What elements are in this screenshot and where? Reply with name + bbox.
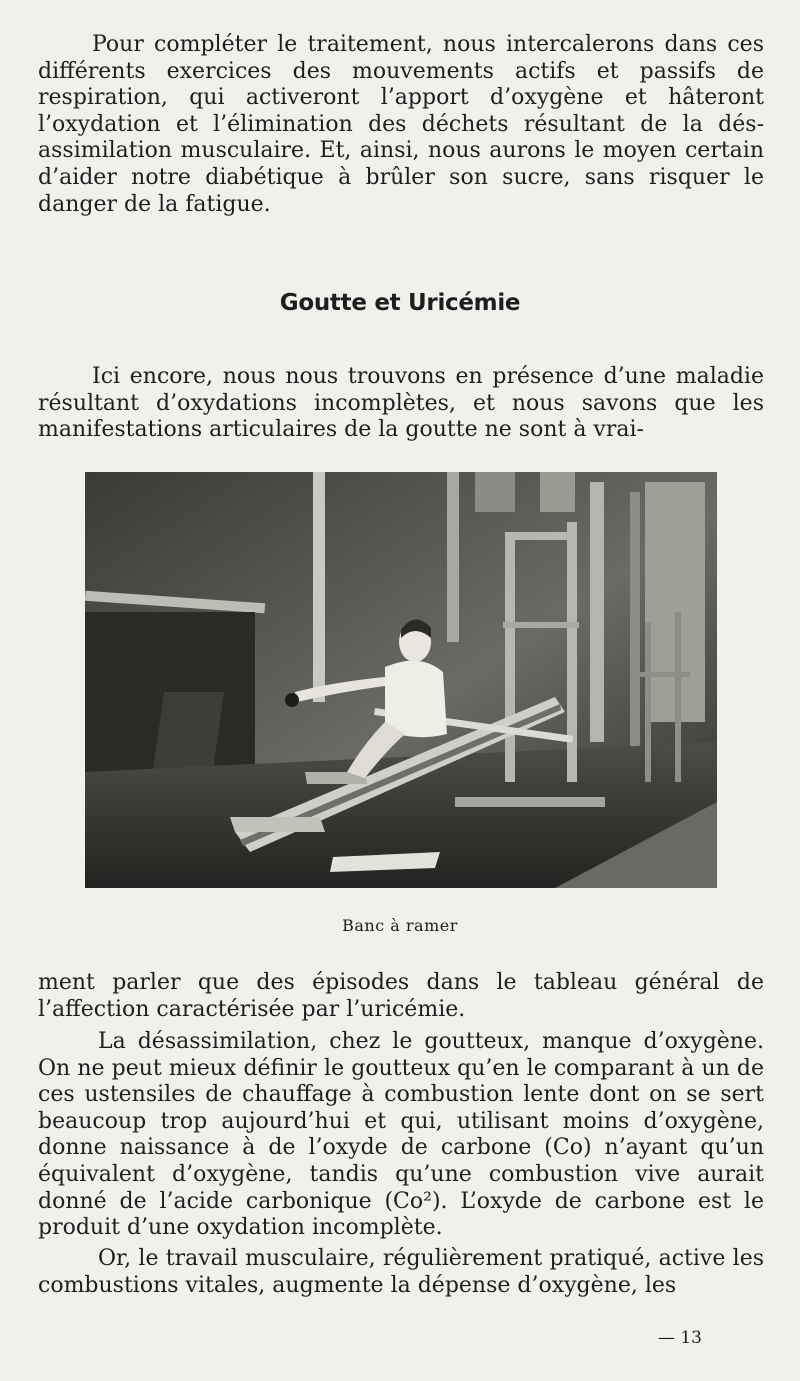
rowing-bench-photo <box>85 472 717 888</box>
paragraph-goutte-intro: Ici encore, nous nous trouvons en présence d’une maladie résultant d’oxydations incomplètes, et nous savons que les manifestations articulaires de la goutte ne sont à vrai- <box>38 364 764 443</box>
paragraph-continuation: ment parler que des épisodes dans le tableau général de l’affection caractérisée par l’uricémie. <box>38 970 764 1022</box>
rowing-bench-illustration <box>85 472 717 888</box>
figure-caption: Banc à ramer <box>342 916 458 935</box>
section-heading: Goutte et Uricémie <box>279 290 521 316</box>
page-number: — 13 <box>657 1328 702 1348</box>
paragraph-respiration: Pour compléter le traitement, nous intercalerons dans ces différents exercices des mouvements actifs et passifs de respiration, qui activeront l’apport d’oxygène et hâteront l’oxydation et l’élimination des déchets résultant de la dés-assimilation musculaire. Et, ainsi, nous aurons le moyen certain d’aider notre diabétique à brûler son sucre, sans risquer le danger de la fatigue. <box>38 32 764 217</box>
paragraph-travail-musculaire: Or, le travail musculaire, régulièrement pratiqué, active les combustions vitales, augmente la dépense d’oxygène, les <box>38 1246 764 1298</box>
paragraph-desassimilation: La désassimilation, chez le goutteux, manque d’oxygène. On ne peut mieux définir le goutteux qu’en le comparant à un de ces ustensiles de chauffage à combustion lente dont on se sert beaucoup trop aujourd’hui et qui, utilisant moins d’oxygène, donne naissance à de l’oxyde de carbone (Co) n’ayant qu’un équivalent d’oxygène, tandis qu’une combustion vive aurait donné de l’acide carbonique (Co²). L’oxyde de carbone est le produit d’une oxydation incomplète. <box>38 1029 764 1241</box>
